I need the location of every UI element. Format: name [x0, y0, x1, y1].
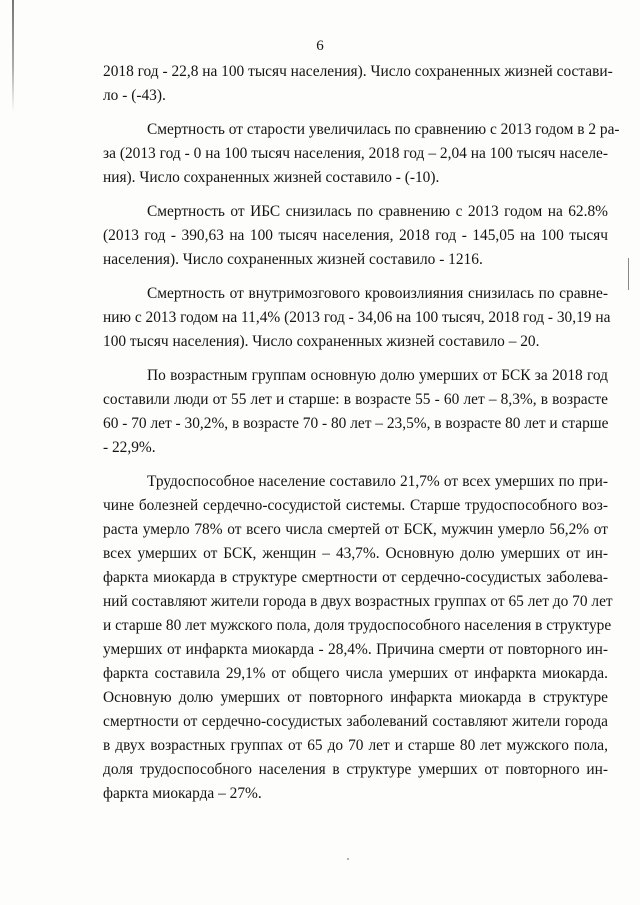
paragraph-line: в двух возрастных группах от 65 до 70 лет и старше 80 лет мужского пола,	[103, 737, 608, 754]
paragraph-line: Основную долю умерших от повторного инфаркта миокарда в структуре	[103, 689, 608, 706]
paragraph-line: населения). Число сохраненных жизней составило - 1216.	[103, 251, 483, 268]
scan-edge-mark	[628, 258, 629, 290]
scan-speck	[347, 858, 349, 860]
paragraph-line: Трудоспособное население составило 21,7% от всех умерших по при-	[147, 473, 608, 490]
paragraph-line: фаркта миокарда в структуре смертности от сердечно-сосудистых заболева-	[103, 569, 608, 586]
paragraph-line: за (2013 год - 0 на 100 тысяч населения, 2018 год – 2,04 на 100 тысяч населе-	[103, 145, 608, 162]
paragraph-line: (2013 год - 390,63 на 100 тысяч населения, 2018 год - 145,05 на 100 тысяч	[103, 227, 608, 244]
paragraph-line: чине болезней сердечно-сосудистой системы. Старше трудоспособного воз-	[103, 497, 608, 514]
paragraph-line: Смертность от ИБС снизилась по сравнению с 2013 годом на 62.8%	[147, 203, 608, 220]
paragraph-line: 2018 год - 22,8 на 100 тысяч населения). Число сохраненных жизней состави-	[103, 63, 613, 80]
paragraph-line: и старше 80 лет мужского пола, доля трудоспособного населения в структуре	[103, 617, 612, 634]
paragraph-line: доля трудоспособного населения в структуре умерших от повторного ин-	[103, 761, 608, 778]
paragraph-line: всех умерших от БСК, женщин – 43,7%. Основную долю умерших от ин-	[103, 545, 608, 562]
scan-edge-mark	[12, 0, 14, 112]
paragraph-line: фаркта составила 29,1% от общего числа умерших от инфаркта миокарда.	[103, 665, 608, 682]
paragraph-line: ния). Число сохраненных жизней составило - (-10).	[103, 169, 440, 186]
paragraph-line: По возрастным группам основную долю умерших от БСК за 2018 год	[147, 367, 608, 384]
paragraph-line: смертности от сердечно-сосудистых заболеваний составляют жители города	[103, 713, 608, 730]
paragraph-line: составили люди от 55 лет и старше: в возрасте 55 - 60 лет – 8,3%, в возрасте	[103, 391, 608, 408]
document-body	[103, 60, 620, 806]
paragraph-line: нию с 2013 годом на 11,4% (2013 год - 34,06 на 100 тысяч, 2018 год - 30,19 на	[103, 309, 611, 326]
paragraph-line: 60 - 70 лет - 30,2%, в возрасте 70 - 80 лет – 23,5%, в возрасте 80 лет и старше	[103, 415, 609, 432]
paragraph-line: Смертность от внутримозгового кровоизлияния снизилась по сравне-	[147, 285, 608, 302]
paragraph-line: умерших от инфаркта миокарда - 28,4%. Причина смерти от повторного ин-	[103, 641, 608, 658]
paragraph-line: ний составляют жители города в двух возрастных группах от 65 лет до 70 лет	[103, 593, 613, 610]
paragraph-line: Смертность от старости увеличилась по сравнению с 2013 годом в 2 ра-	[147, 121, 620, 138]
paragraph-line: - 22,9%.	[103, 439, 156, 456]
paragraph-line: фаркта миокарда – 27%.	[103, 785, 262, 802]
paragraph-line: раста умерло 78% от всего числа смертей от БСК, мужчин умерло 56,2% от	[103, 521, 608, 538]
page-number: 6	[316, 38, 324, 54]
paragraph-line: 100 тысяч населения). Число сохраненных жизней составило – 20.	[103, 333, 540, 350]
paragraph-line: ло - (-43).	[103, 87, 166, 104]
